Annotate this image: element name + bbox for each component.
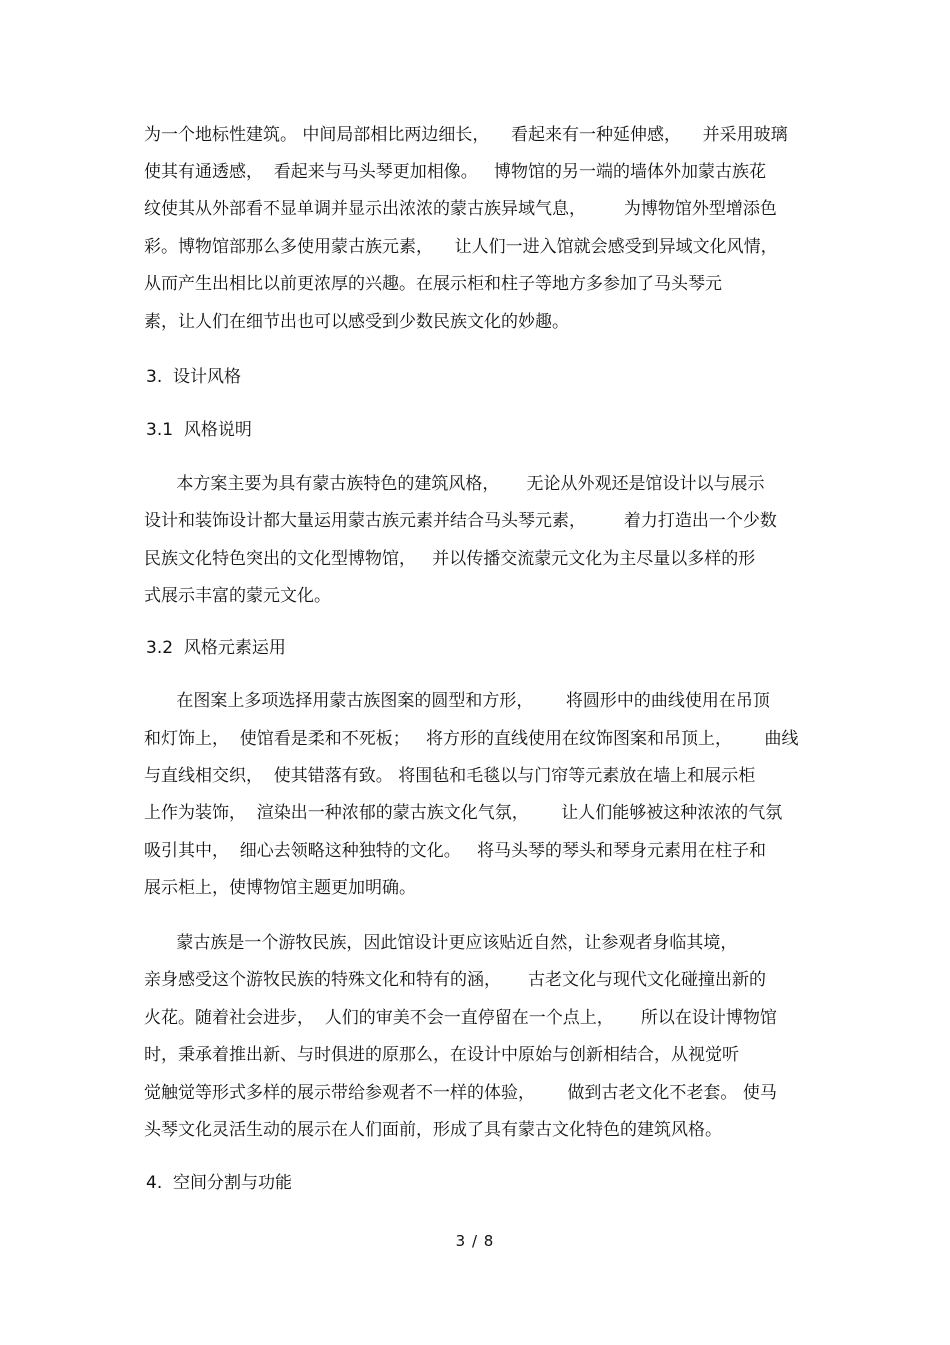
paragraph-3-1-line-3: 民族文化特色突出的文化型博物馆， 并以传播交流蒙元文化为主尽量以多样的形 [144, 549, 756, 569]
page-number: 3 / 8 [455, 1232, 495, 1250]
paragraph-1-line-6: 素，让人们在细节出也可以感受到少数民族文化的妙趣。 [144, 312, 569, 332]
paragraph-3-2-line-5: 吸引其中， 细心去领略这种独特的文化。 将马头琴的琴头和琴身元素用在柱子和 [144, 841, 767, 861]
paragraph-3-2-line-1: 在图案上多项选择用蒙古族图案的圆型和方形， 将圆形中的曲线使用在吊顶 [144, 691, 770, 711]
paragraph-1-line-5: 从而产生出相比以前更浓厚的兴趣。在展示柜和柱子等地方多参加了马头琴元 [144, 274, 722, 294]
paragraph-3-2-line-3: 与直线相交织， 使其错落有致。 将围毡和毛毯以与门帘等元素放在墙上和展示柜 [144, 766, 756, 786]
paragraph-1-line-2: 使其有通透感， 看起来与马头琴更加相像。 博物馆的另一端的墙体外加蒙古族花 [144, 162, 767, 182]
section-heading-3-1: 3.1 风格说明 [146, 420, 252, 440]
paragraph-3-1-line-1: 本方案主要为具有蒙古族特色的建筑风格， 无论从外观还是馆设计以与展示 [144, 474, 765, 494]
section-heading-3: 3. 设计风格 [146, 367, 242, 387]
paragraph-3-2-line-4: 上作为装饰， 渲染出一种浓郁的蒙古族文化气氛， 让人们能够被这种浓浓的气氛 [144, 803, 783, 823]
paragraph-1-line-3: 纹使其从外部看不显单调并显示出浓浓的蒙古族异域气息， 为博物馆外型增添色 [144, 199, 777, 219]
section-heading-3-2: 3.2 风格元素运用 [146, 638, 286, 658]
paragraph-1-line-1: 为一个地标性建筑。 中间局部相比两边细长， 看起来有一种延伸感， 并采用玻璃 [144, 125, 788, 145]
paragraph-3-1-line-2: 设计和装饰设计都大量运用蒙古族元素并结合马头琴元素， 着力打造出一个少数 [144, 511, 777, 531]
paragraph-3-2b-line-2: 亲身感受这个游牧民族的特殊文化和特有的涵， 古老文化与现代文化碰撞出新的 [144, 970, 767, 990]
paragraph-3-2b-line-5: 觉触觉等形式多样的展示带给参观者不一样的体验， 做到古老文化不老套。 使马 [144, 1083, 777, 1103]
section-heading-4: 4. 空间分割与功能 [146, 1173, 293, 1193]
paragraph-3-2b-line-1: 蒙古族是一个游牧民族，因此馆设计更应该贴近自然，让参观者身临其境， [144, 933, 738, 953]
paragraph-3-2b-line-6: 头琴文化灵活生动的展示在人们面前，形成了具有蒙古文化特色的建筑风格。 [144, 1120, 722, 1140]
paragraph-3-2b-line-4: 时，秉承着推出新、与时俱进的原那么，在设计中原始与创新相结合，从视觉听 [144, 1045, 739, 1065]
paragraph-1-line-4: 彩。博物馆部那么多使用蒙古族元素， 让人们一进入馆就会感受到异域文化风情， [144, 237, 778, 257]
paragraph-3-2-line-2: 和灯饰上， 使馆看是柔和不死板； 将方形的直线使用在纹饰图案和吊顶上， 曲线 [144, 729, 799, 749]
paragraph-3-2b-line-3: 火花。随着社会进步， 人们的审美不会一直停留在一个点上， 所以在设计博物馆 [144, 1008, 777, 1028]
paragraph-3-1-line-4: 式展示丰富的蒙元文化。 [144, 586, 331, 606]
paragraph-3-2-line-6: 展示柜上，使博物馆主题更加明确。 [144, 878, 416, 898]
